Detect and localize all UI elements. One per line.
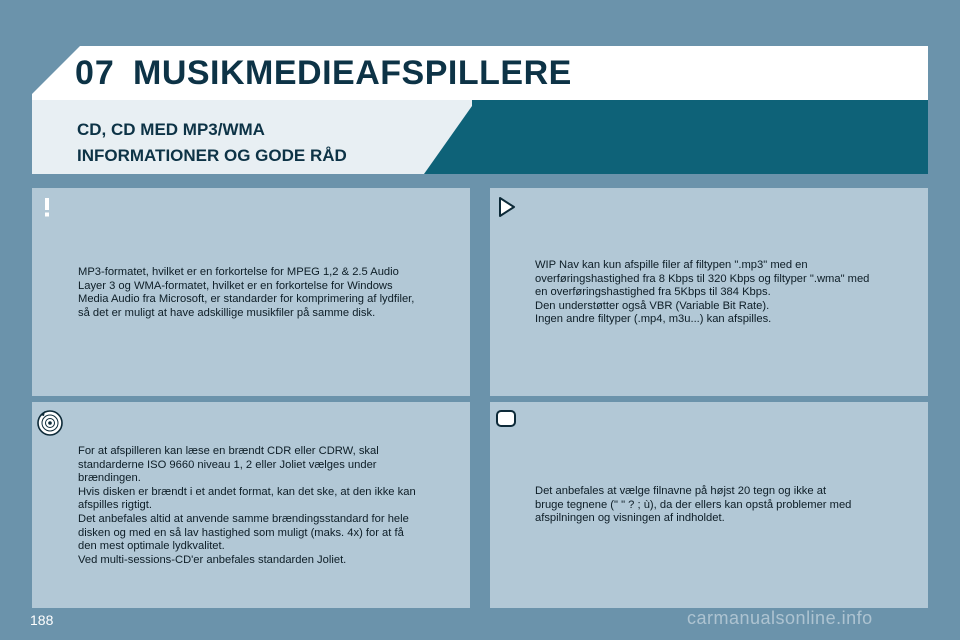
section-subtitle-line1: CD, CD MED MP3/WMA — [77, 120, 265, 139]
disc-icon — [36, 409, 64, 437]
panel-text-cd-burning: For at afspilleren kan læse en brændt CDR eller CDRW, skal standarderne ISO 9660 niveau 1, 2 eller Joliet vælges under brændingen. Hvis disken er brændt i et andet format, kan det ske, at den ikke kan afspilles rigtigt. Det anbefales altid at anvende samme brændingsstandard for hele disken og med en så lav hastighed som muligt (maks. 4x) for at få den mest optimale lydkvalitet. Ved multi-sessions-CD'er anbefales standarden Joliet. — [78, 445, 416, 566]
panel-text-file-types: WIP Nav kan kun afspille filer af filtypen ".mp3" med en overføringshastighed fra 8 Kbps til 320 Kbps og filtyper ".wma" med en overføringshastighed fra 5Kbps til 384 Kbps. Den understøtter også VBR (Variable Bit Rate). Ingen andre filtyper (.mp4, m3u...) kan afspilles. — [535, 259, 870, 326]
chapter-number: 07 — [75, 54, 115, 92]
page-number: 188 — [30, 612, 54, 628]
watermark: carmanualsonline.info — [687, 608, 873, 628]
play-icon — [494, 195, 518, 219]
chapter-title: MUSIKMEDIEAFSPILLERE — [133, 54, 572, 92]
panel-text-file-names: Det anbefales at vælge filnavne på højst 20 tegn og ikke at bruge tegnene (" " ? ; ù), da der ellers kan opstå problemer med afspilningen og visningen af indholdet. — [535, 485, 852, 525]
panel-text-mp3-format: MP3-formatet, hvilket er en forkortelse for MPEG 1,2 & 2.5 Audio Layer 3 og WMA-formatet, hvilket er en forkortelse for Windows Media Audio fra Microsoft, er standarder for komprimering af lydfiler, så det er muligt at have adskillige musikfiler på samme disk. — [78, 266, 415, 319]
note-icon — [494, 407, 518, 431]
exclamation-icon — [35, 195, 59, 219]
section-subtitle-line2: INFORMATIONER OG GODE RÅD — [77, 146, 347, 165]
